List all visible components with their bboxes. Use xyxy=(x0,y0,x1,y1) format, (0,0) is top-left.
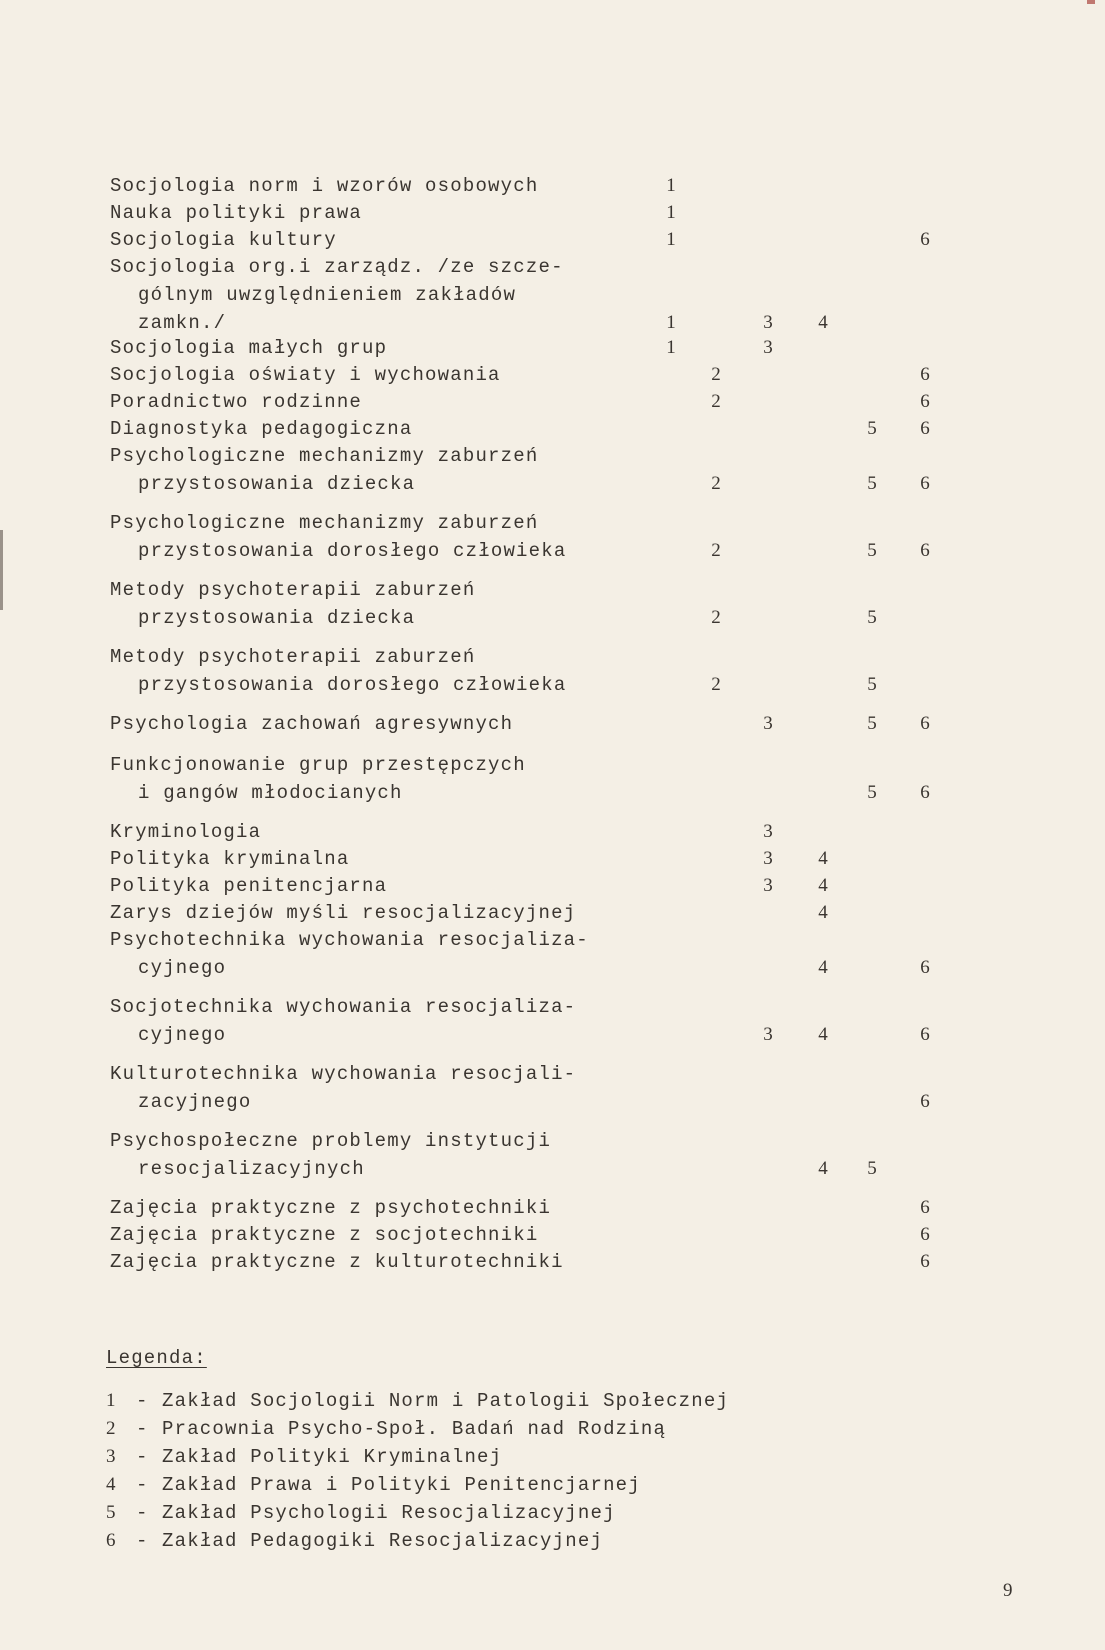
course-name: gólnym uwzględnieniem zakładów xyxy=(138,284,517,306)
course-line xyxy=(110,1127,930,1155)
course-line xyxy=(110,1060,930,1088)
course-line xyxy=(110,442,930,470)
legend-number: 6 xyxy=(106,1530,117,1551)
course-name: Funkcjonowanie grup przestępczych xyxy=(110,754,526,776)
unit-number: 3 xyxy=(763,848,773,869)
course-name: Socjologia małych grup xyxy=(110,337,388,359)
unit-number: 3 xyxy=(763,821,773,842)
unit-number: 5 xyxy=(867,713,877,734)
legend-dash: - xyxy=(136,1418,149,1440)
course-entry xyxy=(110,643,930,699)
unit-number: 6 xyxy=(920,1024,930,1045)
unit-number: 3 xyxy=(763,875,773,896)
course-name: Socjotechnika wychowania resocjaliza- xyxy=(110,996,577,1018)
unit-number: 1 xyxy=(666,175,676,196)
legend-item xyxy=(106,1499,729,1527)
course-entry xyxy=(110,388,930,416)
course-line xyxy=(110,1021,930,1049)
legend-label: Pracownia Psycho-Społ. Badań nad Rodziną xyxy=(162,1418,667,1440)
unit-number: 6 xyxy=(920,229,930,250)
course-entry xyxy=(110,1127,930,1183)
course-entry xyxy=(110,509,930,565)
unit-number: 6 xyxy=(920,1091,930,1112)
course-name: Socjologia kultury xyxy=(110,229,337,251)
course-line xyxy=(110,1155,930,1183)
course-name: przystosowania dziecka xyxy=(138,473,416,495)
unit-number: 3 xyxy=(763,1024,773,1045)
legend-item xyxy=(106,1387,729,1415)
course-line xyxy=(110,818,930,846)
legend-list xyxy=(106,1387,729,1555)
course-entry xyxy=(110,899,930,927)
course-name: Socjologia norm i wzorów osobowych xyxy=(110,175,539,197)
course-name: Zajęcia praktyczne z psychotechniki xyxy=(110,1197,552,1219)
unit-number: 5 xyxy=(867,540,877,561)
unit-number: 4 xyxy=(818,957,828,978)
course-line xyxy=(110,361,930,389)
course-entry xyxy=(110,926,930,982)
course-name: Psychologia zachowań agresywnych xyxy=(110,713,514,735)
course-name: przystosowania dorosłego człowieka xyxy=(138,674,567,696)
course-name: resocjalizacyjnych xyxy=(138,1158,365,1180)
course-entry xyxy=(110,253,930,337)
course-name: Kulturotechnika wychowania resocjali- xyxy=(110,1063,577,1085)
legend-number: 3 xyxy=(106,1446,117,1467)
legend-dash: - xyxy=(136,1474,149,1496)
unit-number: 5 xyxy=(867,674,877,695)
unit-number: 5 xyxy=(867,418,877,439)
course-name: Metody psychoterapii zaburzeń xyxy=(110,646,476,668)
course-line xyxy=(110,954,930,982)
legend-item xyxy=(106,1471,729,1499)
legend-number: 4 xyxy=(106,1474,117,1495)
course-line xyxy=(110,537,930,565)
unit-number: 3 xyxy=(763,312,773,333)
course-entry xyxy=(110,361,930,389)
course-name: Metody psychoterapii zaburzeń xyxy=(110,579,476,601)
course-line xyxy=(110,1221,930,1249)
course-name: Diagnostyka pedagogiczna xyxy=(110,418,413,440)
corner-mark xyxy=(1087,0,1095,4)
course-line xyxy=(110,509,930,537)
course-entry xyxy=(110,1221,930,1249)
unit-number: 1 xyxy=(666,202,676,223)
course-name: Socjologia oświaty i wychowania xyxy=(110,364,501,386)
course-entry xyxy=(110,334,930,362)
course-name: przystosowania dziecka xyxy=(138,607,416,629)
course-name: cyjnego xyxy=(138,1024,227,1046)
course-entry xyxy=(110,818,930,846)
binding-edge-mark xyxy=(0,530,3,610)
course-line xyxy=(110,1194,930,1222)
unit-number: 1 xyxy=(666,337,676,358)
course-entry xyxy=(110,993,930,1049)
course-name: Zajęcia praktyczne z socjotechniki xyxy=(110,1224,539,1246)
unit-number: 2 xyxy=(711,473,721,494)
course-line xyxy=(110,576,930,604)
course-line xyxy=(110,415,930,443)
unit-number: 6 xyxy=(920,957,930,978)
course-line xyxy=(110,199,930,227)
course-line xyxy=(110,1088,930,1116)
unit-number: 6 xyxy=(920,713,930,734)
legend-item xyxy=(106,1527,729,1555)
legend-label: Zakład Psychologii Resocjalizacyjnej xyxy=(162,1502,616,1524)
legend-number: 5 xyxy=(106,1502,117,1523)
course-entry xyxy=(110,710,930,738)
unit-number: 6 xyxy=(920,418,930,439)
unit-number: 6 xyxy=(920,540,930,561)
course-line xyxy=(110,710,930,738)
course-name: Polityka kryminalna xyxy=(110,848,350,870)
legend-dash: - xyxy=(136,1390,149,1412)
legend-number: 2 xyxy=(106,1418,117,1439)
unit-number: 3 xyxy=(763,337,773,358)
course-entry xyxy=(110,415,930,443)
course-entry xyxy=(110,1194,930,1222)
course-line xyxy=(110,845,930,873)
legend-label: Zakład Socjologii Norm i Patologii Społecznej xyxy=(162,1390,730,1412)
unit-number: 1 xyxy=(666,312,676,333)
unit-number: 3 xyxy=(763,713,773,734)
unit-number: 6 xyxy=(920,1251,930,1272)
course-name: Zarys dziejów myśli resocjalizacyjnej xyxy=(110,902,577,924)
unit-number: 6 xyxy=(920,782,930,803)
course-name: Poradnictwo rodzinne xyxy=(110,391,363,413)
unit-number: 6 xyxy=(920,391,930,412)
course-name: Zajęcia praktyczne z kulturotechniki xyxy=(110,1251,564,1273)
course-name: Kryminologia xyxy=(110,821,262,843)
unit-number: 4 xyxy=(818,1158,828,1179)
course-line xyxy=(110,779,930,807)
unit-number: 5 xyxy=(867,1158,877,1179)
course-line xyxy=(110,253,930,281)
unit-number: 6 xyxy=(920,1197,930,1218)
course-name: Polityka penitencjarna xyxy=(110,875,388,897)
course-entry xyxy=(110,199,930,227)
course-entry xyxy=(110,845,930,873)
unit-number: 2 xyxy=(711,364,721,385)
unit-number: 6 xyxy=(920,473,930,494)
course-line xyxy=(110,751,930,779)
course-name: Socjologia org.i zarządz. /ze szcze- xyxy=(110,256,564,278)
unit-number: 4 xyxy=(818,312,828,333)
unit-number: 2 xyxy=(711,391,721,412)
course-line xyxy=(110,172,930,200)
course-name: cyjnego xyxy=(138,957,227,979)
course-name: Psychospołeczne problemy instytucji xyxy=(110,1130,552,1152)
course-line xyxy=(110,309,930,337)
course-name: i gangów młodocianych xyxy=(138,782,403,804)
course-line xyxy=(110,643,930,671)
unit-number: 2 xyxy=(711,674,721,695)
course-name: Psychologiczne mechanizmy zaburzeń xyxy=(110,512,539,534)
legend-item xyxy=(106,1415,729,1443)
course-line xyxy=(110,281,930,309)
legend-title: Legenda: xyxy=(106,1347,207,1369)
legend-dash: - xyxy=(136,1502,149,1524)
course-line xyxy=(110,872,930,900)
page-number: 9 xyxy=(1003,1580,1013,1601)
course-name: Psychologiczne mechanizmy zaburzeń xyxy=(110,445,539,467)
course-entry xyxy=(110,751,930,807)
course-entry xyxy=(110,1060,930,1116)
legend-number: 1 xyxy=(106,1390,117,1411)
course-line xyxy=(110,226,930,254)
course-line xyxy=(110,671,930,699)
course-name: zacyjnego xyxy=(138,1091,252,1113)
course-line xyxy=(110,604,930,632)
course-line xyxy=(110,470,930,498)
course-line xyxy=(110,926,930,954)
course-line xyxy=(110,899,930,927)
legend-item xyxy=(106,1443,729,1471)
unit-number: 5 xyxy=(867,473,877,494)
course-line xyxy=(110,334,930,362)
unit-number: 5 xyxy=(867,782,877,803)
course-line xyxy=(110,1248,930,1276)
unit-number: 4 xyxy=(818,848,828,869)
unit-number: 2 xyxy=(711,540,721,561)
unit-number: 6 xyxy=(920,364,930,385)
unit-number: 1 xyxy=(666,229,676,250)
course-line xyxy=(110,388,930,416)
unit-number: 4 xyxy=(818,875,828,896)
course-name: Nauka polityki prawa xyxy=(110,202,363,224)
course-name: przystosowania dorosłego człowieka xyxy=(138,540,567,562)
course-line xyxy=(110,993,930,1021)
legend-dash: - xyxy=(136,1446,149,1468)
course-entry xyxy=(110,442,930,498)
course-name: Psychotechnika wychowania resocjaliza- xyxy=(110,929,589,951)
course-entry xyxy=(110,872,930,900)
course-name: zamkn./ xyxy=(138,312,227,334)
unit-number: 2 xyxy=(711,607,721,628)
course-entry xyxy=(110,226,930,254)
unit-number: 6 xyxy=(920,1224,930,1245)
course-entry xyxy=(110,1248,930,1276)
course-entry xyxy=(110,576,930,632)
legend-label: Zakład Polityki Kryminalnej xyxy=(162,1446,503,1468)
unit-number: 4 xyxy=(818,1024,828,1045)
unit-number: 4 xyxy=(818,902,828,923)
unit-number: 5 xyxy=(867,607,877,628)
course-entry xyxy=(110,172,930,200)
legend-label: Zakład Pedagogiki Resocjalizacyjnej xyxy=(162,1530,604,1552)
legend-dash: - xyxy=(136,1530,149,1552)
legend-label: Zakład Prawa i Polityki Penitencjarnej xyxy=(162,1474,641,1496)
